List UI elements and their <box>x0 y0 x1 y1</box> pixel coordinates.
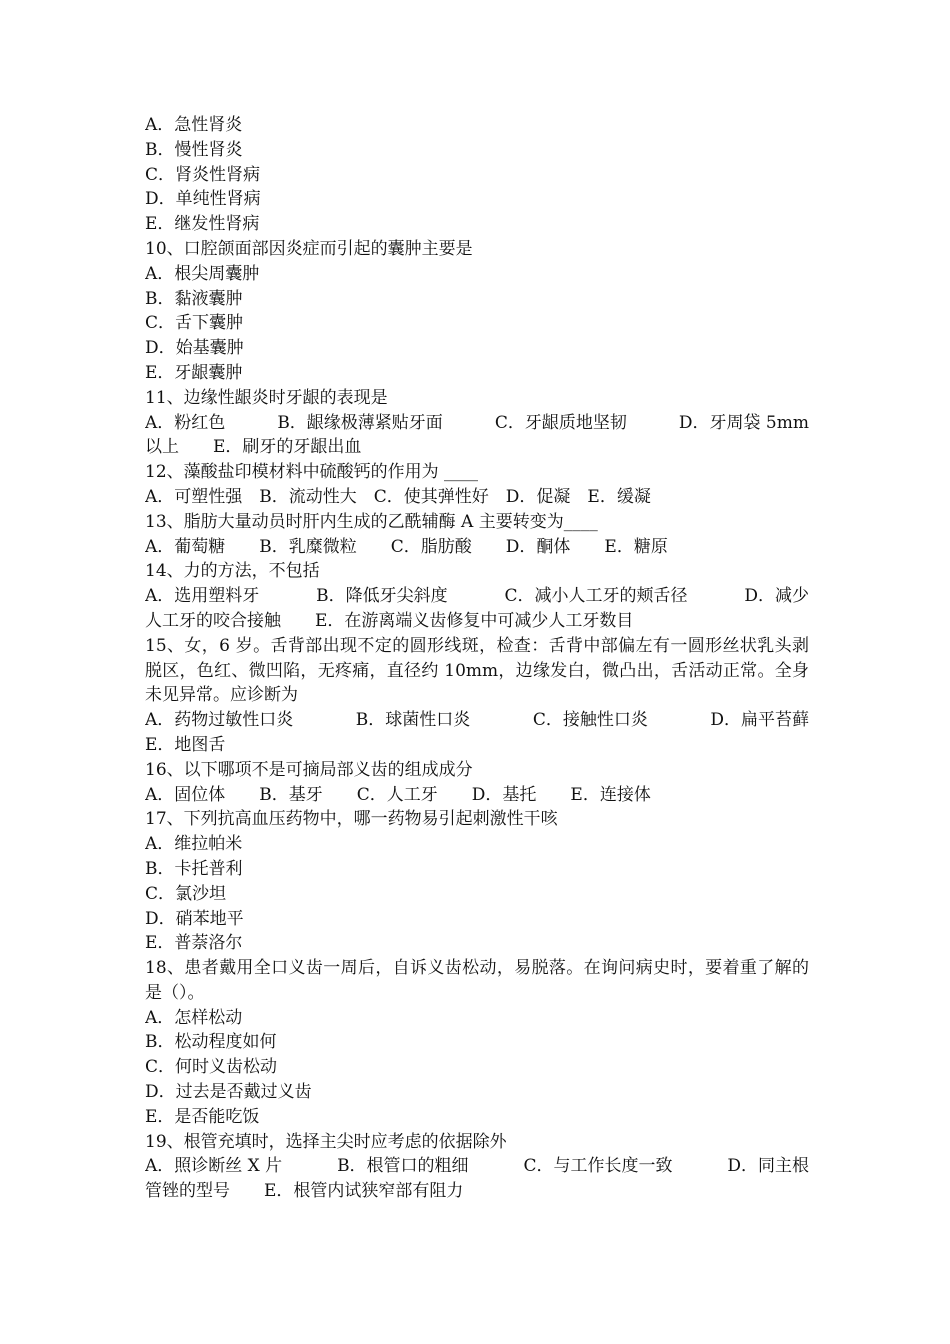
q10-option-c: C．舌下囊肿 <box>145 313 244 334</box>
q15-options-line1 <box>145 708 809 733</box>
q18-option-c: C．何时义齿松动 <box>145 1057 278 1078</box>
q17-stem: 17、下列抗高血压药物中，哪一药物易引起刺激性干咳 <box>145 809 558 830</box>
q19-option-a: A．照诊断丝 X 片 <box>145 1156 283 1177</box>
q14-option-b: B．降低牙尖斜度 <box>316 586 448 607</box>
q12-options: A．可塑性强 B．流动性大 C．使其弹性好 D．促凝 E．缓凝 <box>145 486 651 507</box>
q13-stem: 13、脂肪大量动员时肝内生成的乙酰辅酶 A 主要转变为____ <box>145 511 598 532</box>
q15-stem: 15、女，6 岁。舌背部出现不定的圆形线斑，检查：舌背中部偏左有一圆形丝状乳头剥脱区，色红、微凹陷，无疼痛，直径约 10mm，边缘发白，微凸出，舌活动正常。全身未见异常。应诊断为 <box>145 635 809 706</box>
q10-option-a: A．根尖周囊肿 <box>145 263 260 284</box>
q11-options-line1 <box>145 411 809 436</box>
q17-option-d: D．硝苯地平 <box>145 908 244 929</box>
q19-option-b: B．根管口的粗细 <box>337 1156 469 1177</box>
q9-option-d: D．单纯性肾病 <box>145 189 261 210</box>
q15-option-a: A．药物过敏性口炎 <box>145 710 294 731</box>
q18-stem: 18、患者戴用全口义齿一周后，自诉义齿松动，易脱落。在询问病史时，要着重了解的是（）。 <box>145 958 809 1003</box>
q19-options-line1 <box>145 1154 809 1179</box>
q14-stem: 14、力的方法，不包括 <box>145 561 320 582</box>
q11-stem: 11、边缘性龈炎时牙龈的表现是 <box>145 387 388 408</box>
question-list <box>145 113 809 1204</box>
q9-option-a: A．急性肾炎 <box>145 115 243 135</box>
q17-option-a: A．维拉帕米 <box>145 834 243 855</box>
q18-option-a: A．怎样松动 <box>145 1007 243 1028</box>
q10-option-e: E．牙龈囊肿 <box>145 362 243 383</box>
q19-option-d: D．同主根 <box>727 1156 809 1177</box>
q13-options: A．葡萄糖 B．乳糜微粒 C．脂肪酸 D．酮体 E．糖原 <box>145 536 668 557</box>
q11-options-line2: 以上 E．刷牙的牙龈出血 <box>145 437 362 458</box>
q18-option-b: B．松动程度如何 <box>145 1032 277 1053</box>
q15-option-b: B．球菌性口炎 <box>355 710 471 731</box>
q16-options: A．固位体 B．基牙 C．人工牙 D．基托 E．连接体 <box>145 784 651 805</box>
q11-option-b: B．龈缘极薄紧贴牙面 <box>277 412 443 433</box>
q14-options-line1 <box>145 584 809 609</box>
q10-option-d: D．始基囊肿 <box>145 338 244 359</box>
q19-option-c: C．与工作长度一致 <box>523 1156 673 1177</box>
q12-stem: 12、藻酸盐印模材料中硫酸钙的作用为 ____ <box>145 462 479 483</box>
q19-options-line2: 管锉的型号 E．根管内试狭窄部有阻力 <box>145 1181 464 1202</box>
q17-option-c: C．氯沙坦 <box>145 883 227 904</box>
q19-stem: 19、根管充填时，选择主尖时应考虑的依据除外 <box>145 1131 507 1152</box>
q16-stem: 16、以下哪项不是可摘局部义齿的组成成分 <box>145 759 473 780</box>
q11-option-d: D．牙周袋 5mm <box>678 412 809 433</box>
q18-option-d: D．过去是否戴过义齿 <box>145 1082 312 1103</box>
q9-option-b: B．慢性肾炎 <box>145 139 243 160</box>
q14-option-c: C．减小人工牙的颊舌径 <box>504 586 688 607</box>
q14-option-a: A．选用塑料牙 <box>145 586 260 607</box>
q10-stem: 10、口腔颌面部因炎症而引起的囊肿主要是 <box>145 238 473 259</box>
q15-options-line2: E．地图舌 <box>145 734 226 755</box>
q9-option-e: E．继发性肾病 <box>145 214 260 235</box>
q11-option-a: A．粉红色 <box>145 412 226 433</box>
q9-option-c: C．肾炎性肾病 <box>145 164 261 185</box>
q17-option-b: B．卡托普利 <box>145 858 243 879</box>
q11-option-c: C．牙龈质地坚韧 <box>494 412 627 433</box>
q14-option-d: D．减少 <box>744 586 809 607</box>
q15-option-c: C．接触性口炎 <box>532 710 648 731</box>
q14-options-line2: 人工牙的咬合接触 E．在游离端义齿修复中可减少人工牙数目 <box>145 610 634 631</box>
q15-option-d: D．扁平苔藓 <box>710 710 809 731</box>
q18-option-e: E．是否能吃饭 <box>145 1106 260 1127</box>
q10-option-b: B．黏液囊肿 <box>145 288 243 309</box>
q17-option-e: E．普萘洛尔 <box>145 933 243 954</box>
